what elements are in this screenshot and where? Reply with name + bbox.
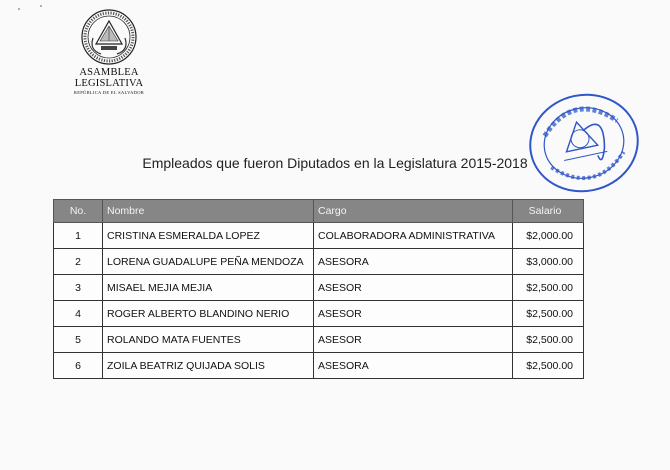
cell-cargo: ASESOR [314, 301, 513, 327]
cell-salario: $2,000.00 [513, 223, 584, 249]
table-header-row [54, 200, 584, 223]
cell-nombre: ROLANDO MATA FUENTES [103, 327, 314, 353]
cell-no: 4 [54, 301, 103, 327]
scan-speck [18, 8, 20, 10]
cell-salario: $2,500.00 [513, 353, 584, 379]
table-row [54, 223, 584, 249]
cell-no: 2 [54, 249, 103, 275]
cell-nombre: MISAEL MEJIA MEJIA [103, 275, 314, 301]
coat-of-arms-icon [79, 8, 139, 66]
cell-nombre: ZOILA BEATRIZ QUIJADA SOLIS [103, 353, 314, 379]
cell-cargo: ASESOR [314, 327, 513, 353]
table-row [54, 249, 584, 275]
org-name: ASAMBLEA LEGISLATIVA [74, 67, 144, 89]
table-row [54, 353, 584, 379]
official-stamp-icon [525, 88, 643, 198]
org-subtitle: REPÚBLICA DE EL SALVADOR [73, 90, 145, 95]
document-title: Empleados que fueron Diputados en la Legislatura 2015-2018 [142, 155, 528, 171]
cell-no: 5 [54, 327, 103, 353]
scan-speck [40, 5, 42, 7]
table-row [54, 275, 584, 301]
cell-cargo: ASESORA [314, 249, 513, 275]
cell-cargo: ASESOR [314, 275, 513, 301]
column-header-nombre: Nombre [103, 200, 314, 223]
column-header-cargo: Cargo [314, 200, 513, 223]
cell-salario: $2,500.00 [513, 301, 584, 327]
cell-nombre: ROGER ALBERTO BLANDINO NERIO [103, 301, 314, 327]
cell-salario: $3,000.00 [513, 249, 584, 275]
cell-no: 1 [54, 223, 103, 249]
cell-salario: $2,500.00 [513, 275, 584, 301]
column-header-no: No. [54, 200, 103, 223]
table-row [54, 327, 584, 353]
cell-no: 6 [54, 353, 103, 379]
letterhead [54, 8, 164, 95]
cell-no: 3 [54, 275, 103, 301]
cell-nombre: LORENA GUADALUPE PEÑA MENDOZA [103, 249, 314, 275]
cell-cargo: ASESORA [314, 353, 513, 379]
cell-cargo: COLABORADORA ADMINISTRATIVA [314, 223, 513, 249]
table-row [54, 301, 584, 327]
employees-table [53, 199, 584, 379]
column-header-salario: Salario [513, 200, 584, 223]
cell-salario: $2,500.00 [513, 327, 584, 353]
cell-nombre: CRISTINA ESMERALDA LOPEZ [103, 223, 314, 249]
